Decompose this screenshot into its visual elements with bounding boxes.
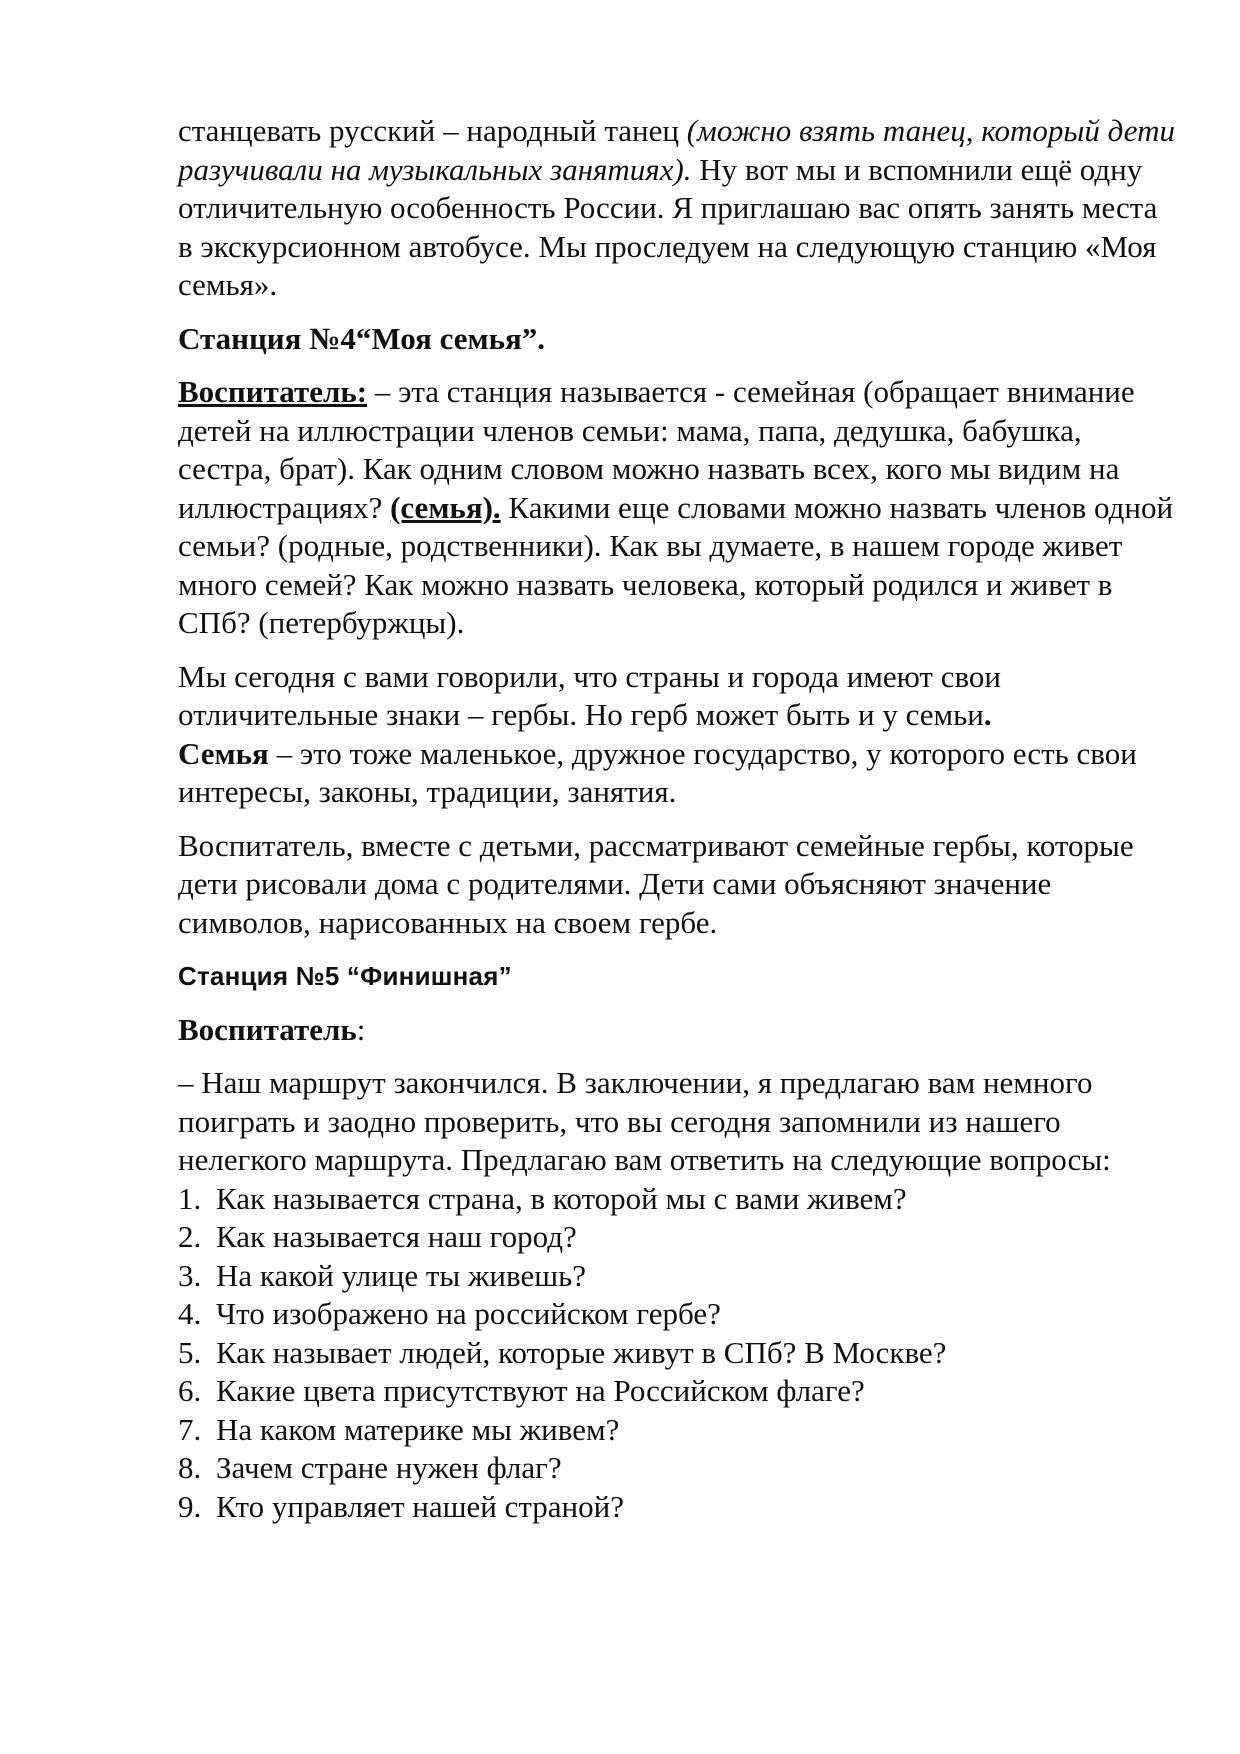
question-number: 1. [178,1180,202,1216]
question-item [178,1180,1178,1219]
question-item [178,1218,1178,1257]
question-text: Как называется страна, в которой мы с вами живем? [216,1180,907,1216]
station-4-heading: Станция №4“Моя семья”. [178,320,546,356]
question-item [178,1372,1178,1411]
question-text: Что изображено на российском гербе? [216,1296,721,1331]
paragraph-route-end: – Наш маршрут закончился. В заключении, я предлагаю вам немного поиграть и заодно проверить, что вы сегодня запомнили из нашего нелегкого маршрута. Предлагаю вам ответить на следующие вопросы: [178,1065,1111,1177]
question-item [178,1334,1178,1373]
question-text: На какой улице ты живешь? [216,1257,586,1293]
question-text: Какие цвета присутствуют на Российском флаге? [216,1373,865,1408]
question-number: 9. [178,1488,202,1524]
question-number: 3. [178,1257,202,1293]
paragraph-coat-of-arms: Мы сегодня с вами говорили, что страны и города имеют свои отличительные знаки – гербы. Но герб может быть и у семьи. Семья – это тоже маленькое, дружное государство, у которого есть свои интересы, законы, традиции, занятия. [178,658,1137,809]
question-item [178,1257,1178,1296]
question-item [178,1488,1178,1527]
question-number: 6. [178,1373,202,1408]
speaker-line: Воспитатель: [178,1011,366,1047]
question-number: 7. [178,1411,202,1447]
station-5-heading: Станция №5 “Финишная” [178,961,512,991]
speaker-label: Воспитатель [178,1011,357,1047]
question-number: 8. [178,1450,202,1485]
paragraph-family-arms: Воспитатель, вместе с детьми, рассматривают семейные гербы, которые дети рисовали дома с родителями. Дети сами объясняют значение символов, нарисованных на своем гербе. [178,827,1134,940]
question-item [178,1449,1178,1488]
question-text: На каком материке мы живем? [216,1411,620,1447]
answer-highlight: (семья). [390,489,501,525]
question-item [178,1295,1178,1334]
question-number: 4. [178,1296,202,1331]
document-page [178,112,1178,1526]
family-term: Семья [178,735,269,771]
questions-list [178,1180,1178,1527]
question-text: Как называет людей, которые живут в СПб? В Москве? [216,1334,947,1370]
italic-note: (можно взять танец, который дети разучивали на музыкальных занятиях). [178,113,1175,187]
question-text: Кто управляет нашей страной? [216,1488,624,1524]
question-text: Зачем стране нужен флаг? [216,1450,562,1485]
paragraph-dance: станцевать русский – народный танец (можно взять танец, который дети разучивали на музыкальных занятиях). Ну вот мы и вспомнили ещё одну отличительную особенность России. Я приглашаю вас опять занять места в экскурсионном автобусе. Мы проследуем на следующую станцию «Моя семья». [178,113,1175,302]
question-text: Как называется наш город? [216,1219,577,1254]
paragraph-family: Воспитатель: – эта станция называется - семейная (обращает внимание детей на иллюстрации членов семьи: мама, папа, дедушка, бабушка, сестра, брат). Как одним словом можно назвать всех, кого мы видим на иллюстрациях? (семья). Какими еще словами можно назвать членов одной семьи? (родные, родственники). Как вы думаете, в нашем городе живет много семей? Как можно назвать человека, который родился и живет в СПб? (петербуржцы). [178,374,1174,640]
question-item [178,1411,1178,1450]
speaker-label: Воспитатель: [178,374,368,409]
question-number: 5. [178,1334,202,1370]
question-number: 2. [178,1219,202,1254]
